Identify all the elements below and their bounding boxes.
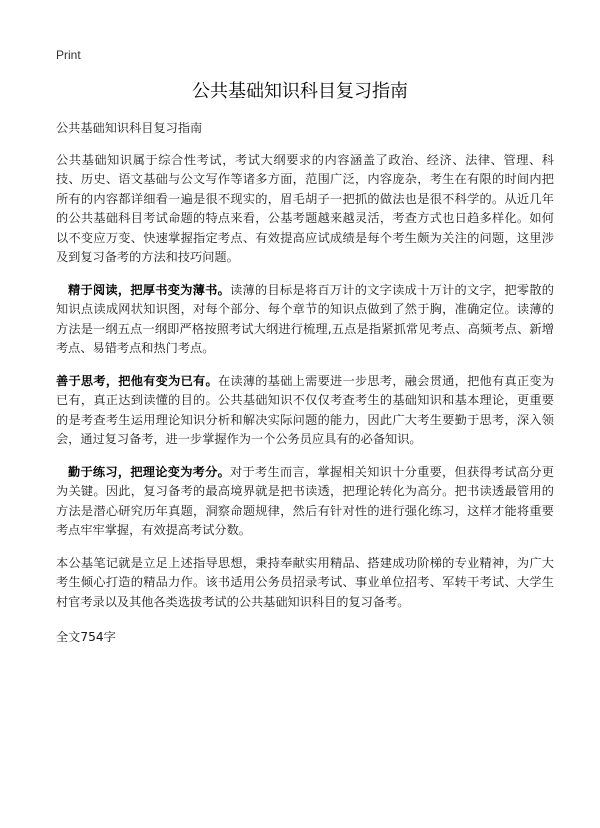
intro-paragraph: 公共基础知识属于综合性考试，考试大纲要求的内容涵盖了政治、经济、法律、管理、科技、历史、语文基础与公文写作等诸多方面，范围广泛，内容庞杂，考生在有限的时间内把所有的内容都详细看一遍是很不现实的，眉毛胡子一把抓的做法也是很不科学的。从近几年的公共基础科目考试命题的特点来看，公基考题越来越灵活，考查方式也日趋多样化。如何以不变应万变、快速掌握指定考点、有效提高应试成绩是每个考生颇为关注的问题，这里涉及到复习备考的方法和技巧问题。 [56,152,554,264]
section-text: 读薄的目标是将百万计的文字读成十万计的文字，把零散的知识点读成网状知识图，对每个部分、每个章节的知识点做到了然于胸，准确定位。读薄的方法是一纲五点一纲即严格按照考试大纲进行梳理,五点是指紧抓常见考点、高频考点、新增考点、易错考点和热门考点。 [56,282,554,355]
section-text: 对于考生而言，掌握相关知识十分重要，但获得考试高分更为关键。因此，复习备考的最高境界就是把书读透，把理论转化为高分。把书读透最管用的方法是潜心研究历年真题，洞察命题规律，然后有针对性的进行强化练习，这样才能将重要考点牢牢掌握，有效提高考试分数。 [56,464,554,537]
section-practice [56,463,554,541]
page-title: 公共基础知识科目复习指南 [192,81,408,102]
section-text: 在读薄的基础上需要进一步思考，融会贯通，把他有真正变为已有，真正达到读懂的目的。公共基础知识不仅仅考查考生的基础知识和基本理论，更重要的是考查考生运用理论知识分析和解决实际问题的能力，因此广大考生要勤于思考，深入领会，通过复习备考，进一步掌握作为一个公务员应具有的必备知识。 [56,373,554,446]
section-heading: 精于阅读，把厚书变为薄书。 [68,282,231,297]
word-count: 全文754字 [56,630,116,644]
section-heading: 勤于练习，把理论变为考分。 [68,464,231,479]
section-reading [56,281,554,359]
document-subtitle: 公共基础知识科目复习指南 [56,121,203,135]
article-body [56,119,554,661]
section-heading: 善于思考，把他有变为已有。 [56,373,218,388]
print-link[interactable]: Print [56,48,81,62]
closing-paragraph: 本公基笔记就是立足上述指导思想，秉持奉献实用精品、搭建成功阶梯的专业精神，为广大考生倾心打造的精品力作。该书适用公务员招录考试、事业单位招考、军转干考试、大学生村官考录以及其他各类选拔考试的公共基础知识科目的复习备考。 [56,555,554,609]
section-thinking [56,372,554,450]
